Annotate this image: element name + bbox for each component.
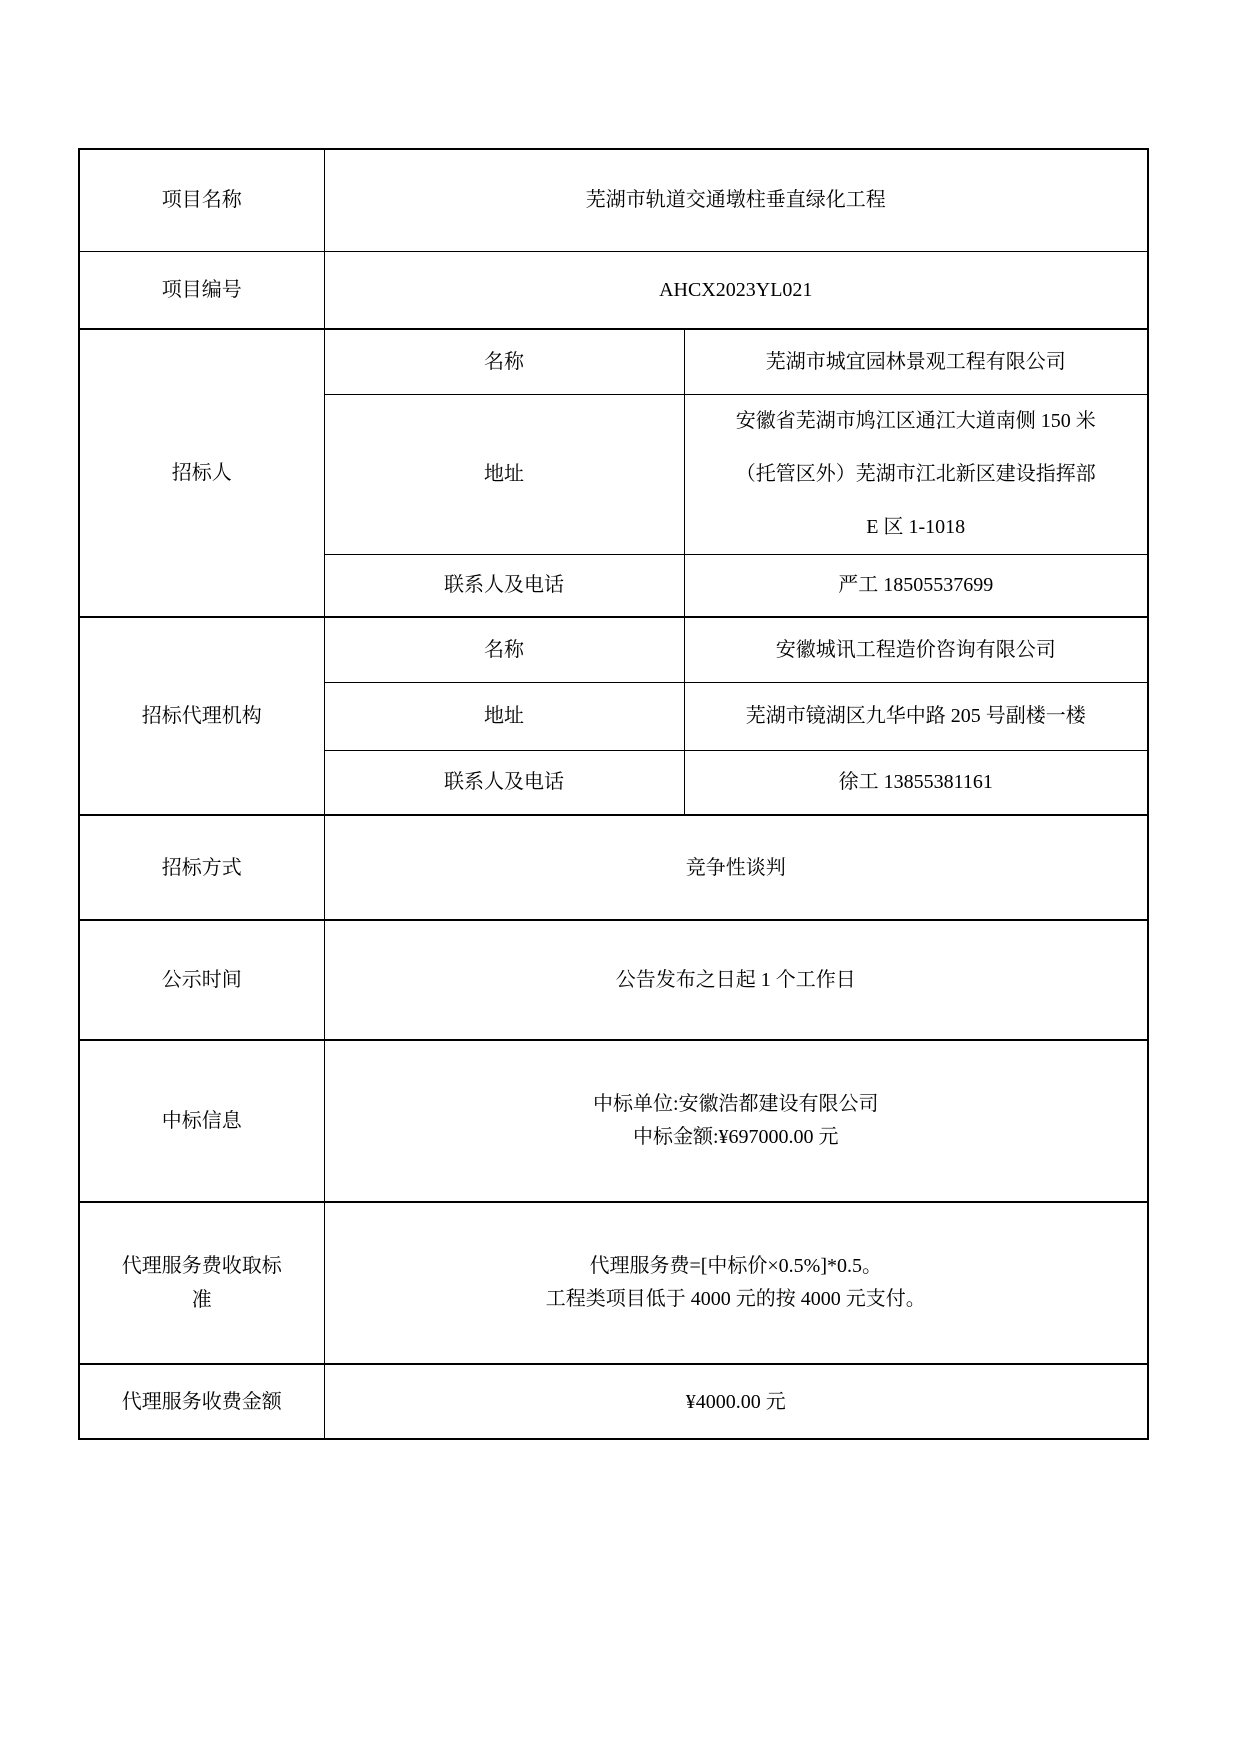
publicity-period-label: 公示时间 xyxy=(79,920,324,1040)
tenderer-name-value: 芜湖市城宜园林景观工程有限公司 xyxy=(684,329,1148,394)
award-info-label: 中标信息 xyxy=(79,1040,324,1202)
award-winner-line: 中标单位:安徽浩都建设有限公司 xyxy=(592,1093,879,1115)
bid-result-table xyxy=(78,148,1149,1440)
tenderer-address-value xyxy=(684,394,1148,554)
project-number-value: AHCX2023YL021 xyxy=(324,251,1148,329)
tenderer-address-line-1: 安徽省芜湖市鸠江区通江大道南侧 150 米 xyxy=(735,409,1096,432)
project-name-label: 项目名称 xyxy=(79,149,324,251)
tenderer-name-label: 名称 xyxy=(324,329,684,394)
agency-name-label: 名称 xyxy=(324,617,684,682)
fee-formula-line: 代理服务费=[中标价×0.5%]*0.5。 xyxy=(589,1255,883,1277)
tenderer-address-line-2: （托管区外）芜湖市江北新区建设指挥部 xyxy=(735,462,1096,485)
bid-method-label: 招标方式 xyxy=(79,815,324,920)
agency-fee-standard-value xyxy=(324,1202,1148,1364)
tenderer-contact-value: 严工 18505537699 xyxy=(684,554,1148,617)
agency-contact-label: 联系人及电话 xyxy=(324,750,684,815)
agency-contact-value: 徐工 13855381161 xyxy=(684,750,1148,815)
tenderer-contact-label: 联系人及电话 xyxy=(324,554,684,617)
fee-minimum-line: 工程类项目低于 4000 元的按 4000 元支付。 xyxy=(545,1288,926,1310)
award-info-value xyxy=(324,1040,1148,1202)
agency-address-value: 芜湖市镜湖区九华中路 205 号副楼一楼 xyxy=(684,682,1148,750)
agency-fee-standard-label: 代理服务费收取标准 xyxy=(79,1202,324,1364)
project-name-value: 芜湖市轨道交通墩柱垂直绿化工程 xyxy=(324,149,1148,251)
tenderer-address-line-3: E 区 1-1018 xyxy=(866,515,966,538)
agency-fee-amount-value: ¥4000.00 元 xyxy=(324,1364,1148,1439)
agency-address-label: 地址 xyxy=(324,682,684,750)
tenderer-address-label: 地址 xyxy=(324,394,684,554)
tenderer-label: 招标人 xyxy=(79,329,324,617)
agency-name-value: 安徽城讯工程造价咨询有限公司 xyxy=(684,617,1148,682)
bid-method-value: 竞争性谈判 xyxy=(324,815,1148,920)
award-amount-line: 中标金额:¥697000.00 元 xyxy=(632,1126,839,1148)
project-number-label: 项目编号 xyxy=(79,251,324,329)
publicity-period-value: 公告发布之日起 1 个工作日 xyxy=(324,920,1148,1040)
agency-label: 招标代理机构 xyxy=(79,617,324,815)
agency-fee-amount-label: 代理服务收费金额 xyxy=(79,1364,324,1439)
